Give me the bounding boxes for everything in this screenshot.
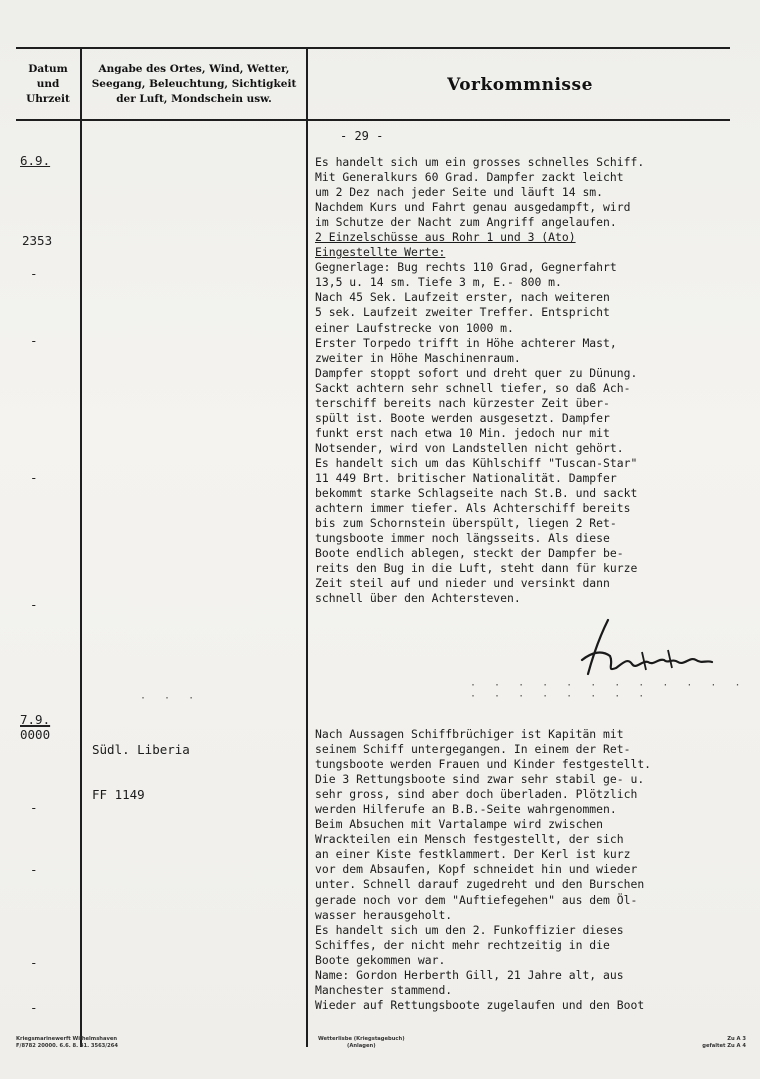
text-line: Es handelt sich um den 2. Funkoffizier dieses <box>315 922 624 937</box>
column-divider-2 <box>306 47 308 1047</box>
text-line: vor dem Absaufen, Kopf schneidet hin und wieder <box>315 862 638 877</box>
margin-mark: - <box>30 266 38 281</box>
text-line: bis zum Schornstein überspült, liegen 2 Ret- <box>315 516 617 531</box>
text-line: Erster Torpedo trifft in Höhe achterer Mast, <box>315 335 617 350</box>
entry2-location <box>92 712 190 832</box>
text-line: terschiff bereits nach kürzester Zeit über- <box>315 395 610 410</box>
text-line: Notsender, wird von Landstellen nicht gehört. <box>315 440 624 455</box>
header-location-line2: Seegang, Beleuchtung, Sichtigkeit <box>91 78 297 90</box>
text-line: Dampfer stoppt sofort und dreht quer zu Dünung. <box>315 365 638 380</box>
header-datum-line1: Datum <box>28 63 68 75</box>
footer-center <box>318 1036 405 1050</box>
text-line: funkt erst nach etwa 10 Min. jedoch nur mit <box>315 425 610 440</box>
header-location-line1: Angabe des Ortes, Wind, Wetter, <box>98 63 290 75</box>
text-line: wasser herausgeholt. <box>315 907 453 922</box>
entry1-time: 2353 <box>22 233 53 248</box>
signature-image <box>572 612 722 682</box>
margin-mark: - <box>30 597 38 612</box>
header-vorkommnisse: Vorkommnisse <box>447 75 593 95</box>
text-line: tungsboote immer noch längsseits. Als diese <box>315 531 610 546</box>
header-datum-line3: Uhrzeit <box>26 93 70 105</box>
text-line: 13,5 u. 14 sm. Tiefe 3 m, E.- 800 m. <box>315 275 562 290</box>
entry2-location-line1: Südl. Liberia <box>92 742 190 757</box>
text-line: 11 449 Brt. britischer Nationalität. Dampfer <box>315 470 617 485</box>
entry2-time: 0000 <box>20 727 51 742</box>
text-line: Mit Generalkurs 60 Grad. Dampfer zackt leicht <box>315 170 624 185</box>
text-line: Gegnerlage: Bug rechts 110 Grad, Gegnerfahrt <box>315 260 617 275</box>
footer-left-line2: F/8782 20000. 6.6. 8. 41. 3563/264 <box>16 1043 119 1049</box>
header-top-rule <box>16 47 730 49</box>
text-line: Manchester stammend. <box>315 982 453 997</box>
footer-right-line1: Zu A 3 <box>727 1036 746 1042</box>
text-line: einer Laufstrecke von 1000 m. <box>315 320 514 335</box>
text-line: Die 3 Rettungsboote sind zwar sehr stabil ge- u. <box>315 772 645 787</box>
text-line: Sackt achtern sehr schnell tiefer, so daß Ach- <box>315 380 631 395</box>
text-line: 5 sek. Laufzeit zweiter Treffer. Entspricht <box>315 305 610 320</box>
footer-center-line2: (Anlagen) <box>346 1043 376 1049</box>
margin-mark: - <box>30 800 38 815</box>
text-line: Beim Absuchen mit Vartalampe wird zwischen <box>315 817 604 832</box>
text-line: Es handelt sich um ein grosses schnelles Schiff. <box>315 155 645 169</box>
text-line: im Schutze der Nacht zum Angriff angelaufen. <box>315 215 617 230</box>
header-bottom-rule <box>16 119 730 121</box>
text-line: seinem Schiff untergegangen. In einem der Ret- <box>315 742 631 757</box>
footer-left-line1: Kriegsmarinewerft Wilhelmshaven <box>16 1036 118 1042</box>
column-divider-1 <box>80 47 82 1047</box>
separator-dots-1: · · · · · · · · · · · · · · · · · · · · <box>470 680 747 702</box>
text-line: Es handelt sich um das Kühlschiff "Tuscan-Star" <box>315 455 638 470</box>
header-location-line3: der Luft, Mondschein usw. <box>116 93 272 105</box>
margin-mark: - <box>30 1000 38 1015</box>
text-line: zweiter in Höhe Maschinenraum. <box>315 350 521 365</box>
text-line: Schiffes, der nicht mehr rechtzeitig in die <box>315 937 610 952</box>
text-line: werden Hilferufe an B.B.-Seite wahrgenommen. <box>315 802 617 817</box>
text-line: schnell über den Achtersteven. <box>315 591 521 606</box>
entry1-date: 6.9. <box>20 153 51 168</box>
text-line: Name: Gordon Herberth Gill, 21 Jahre alt, aus <box>315 967 624 982</box>
text-line: Zeit steil auf und nieder und versinkt dann <box>315 576 610 591</box>
text-line: Nach Aussagen Schiffbrüchiger ist Kapitän mit <box>315 727 624 741</box>
text-line: tungsboote werden Frauen und Kinder festgestellt. <box>315 757 652 772</box>
page-number: - 29 - <box>340 129 384 143</box>
text-line: Eingestellte Werte: <box>315 245 446 260</box>
text-line: 2 Einzelschüsse aus Rohr 1 und 3 (Ato) <box>315 230 576 245</box>
text-line: Wrackteilen ein Mensch festgestellt, der sich <box>315 832 624 847</box>
text-line: Boote gekommen war. <box>315 952 446 967</box>
text-line: Nach 45 Sek. Laufzeit erster, nach weiteren <box>315 290 610 305</box>
entry2-date: 7.9. <box>20 712 51 727</box>
footer-left <box>16 1036 118 1050</box>
footer-right <box>686 1036 746 1050</box>
text-line: gerade noch vor dem "Auftiefegehen" aus dem Öl- <box>315 892 638 907</box>
text-line: reits den Bug in die Luft, steht dann für kurze <box>315 561 638 576</box>
header-datum-line2: und <box>36 78 60 90</box>
entry2-text <box>315 727 755 1013</box>
text-line: spült ist. Boote werden ausgesetzt. Dampfer <box>315 410 610 425</box>
header-datum <box>18 62 78 107</box>
entry2-location-line2: FF 1149 <box>92 787 145 802</box>
footer-right-line2: gefaltet Zu A 4 <box>702 1043 746 1049</box>
margin-mark: - <box>30 470 38 485</box>
text-line: Wieder auf Rettungsboote zugelaufen und den Boot <box>315 997 645 1012</box>
footer-center-line1: Wetterlisbe (Kriegstagebuch) <box>318 1036 405 1042</box>
entry1-text <box>315 155 755 606</box>
text-line: Nachdem Kurs und Fahrt genau ausgedampft, wird <box>315 200 631 215</box>
text-line: an einer Kiste festklammert. Der Kerl ist kurz <box>315 847 631 862</box>
text-line: um 2 Dez nach jeder Seite und läuft 14 sm. <box>315 185 604 200</box>
separator-dots-2: · · · <box>140 693 201 704</box>
text-line: bekommt starke Schlagseite nach St.B. und sackt <box>315 486 638 501</box>
margin-mark: - <box>30 862 38 877</box>
text-line: sehr gross, sind aber doch überladen. Plötzlich <box>315 787 638 802</box>
text-line: Boote endlich ablegen, steckt der Dampfer be- <box>315 546 624 561</box>
margin-mark: - <box>30 333 38 348</box>
margin-mark: - <box>30 955 38 970</box>
text-line: achtern immer tiefer. Als Achterschiff bereits <box>315 501 631 516</box>
text-line: unter. Schnell darauf zugedreht und den Burschen <box>315 877 645 892</box>
header-location <box>84 62 304 107</box>
